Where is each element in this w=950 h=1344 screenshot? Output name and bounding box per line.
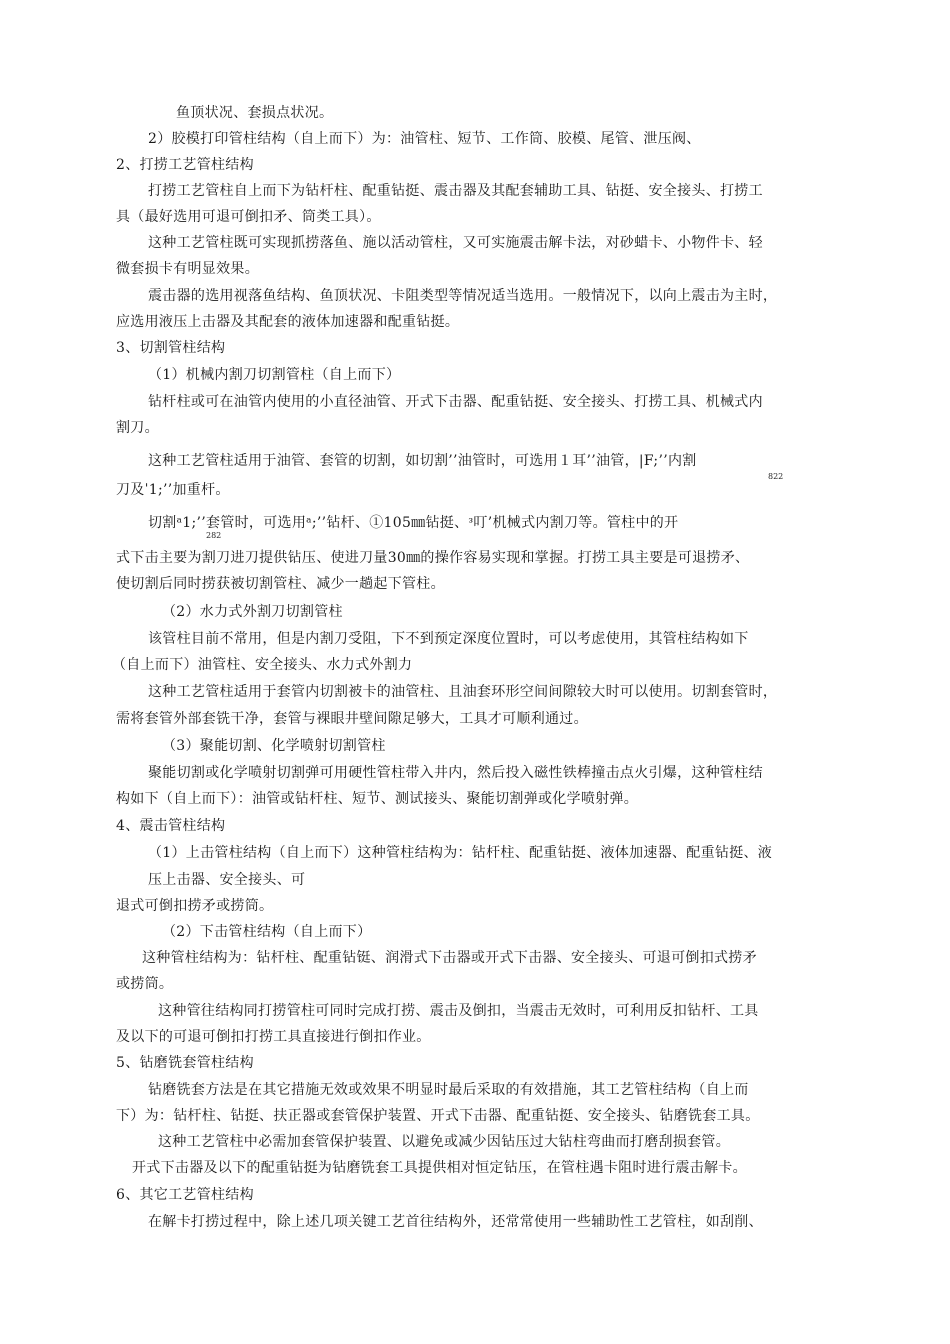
text-line: 刀及ˈ1;’’加重杆。 xyxy=(116,482,230,498)
text-line: 使切割后同时捞获被切割管柱、减少一趟起下管柱。 xyxy=(116,576,445,592)
text-line: 及以下的可退可倒扣打捞工具直接进行倒扣作业。 xyxy=(116,1029,431,1045)
text-line: 压上击器、安全接头、可 xyxy=(148,872,306,888)
text-line: 这种工艺管柱既可实现抓捞落鱼、施以活动管柱，又可实施震击解卡法，对砂蜡卡、小物件卡、轻 xyxy=(148,235,763,251)
text-line: 退式可倒扣捞矛或捞筒。 xyxy=(116,898,274,914)
text-line: 构如下（自上而下）：油管或钻杆柱、短节、测试接头、聚能切割弹或化学喷射弹。 xyxy=(116,791,639,807)
text-line: （自上而下）油管柱、安全接头、水力式外割力 xyxy=(112,657,413,673)
text-line: 鱼顶状况、套损点状况。 xyxy=(176,105,334,121)
section-heading: 6、其它工艺管柱结构 xyxy=(116,1187,254,1203)
subsection-heading: （3）聚能切割、化学喷射切割管柱 xyxy=(162,738,386,754)
text-line: 钻杆柱或可在油管内使用的小直径油管、开式下击器、配重钻挺、安全接头、打捞工具、机械式内 xyxy=(148,394,763,410)
text-line: 需将套管外部套铣干净，套管与裸眼井壁间隙足够大，工具才可顺利通过。 xyxy=(116,711,588,727)
subsection-heading: （1）机械内割刀切割管柱（自上而下） xyxy=(148,367,401,383)
text-line: 这种工艺管柱中必需加套管保护装置、以避免或减少因钻压过大钻柱弯曲而打磨刮损套管。 xyxy=(158,1134,730,1150)
text-line: 开式下击器及以下的配重钻挺为钻磨铣套工具提供相对恒定钻压，在管柱遇卡阻时进行震击解卡。 xyxy=(132,1160,747,1176)
section-heading: 5、钻磨铣套管柱结构 xyxy=(116,1055,254,1071)
text-line: 这种管柱结构为：钻杆柱、配重钻铤、润滑式下击器或开式下击器、安全接头、可退可倒扣式捞矛 xyxy=(142,950,757,966)
text-line: 或捞筒。 xyxy=(116,976,174,992)
text-line: 打捞工艺管柱自上而下为钻杆柱、配重钻挺、震击器及其配套辅助工具、钻挺、安全接头、打捞工 xyxy=(148,183,763,199)
text-line: 这种工艺管柱适用于套管内切割被卡的油管柱、且油套环形空间间隙较大时可以使用。切割套管时， xyxy=(148,684,778,700)
subscript-note: 822 xyxy=(768,472,784,481)
section-heading: 3、切割管柱结构 xyxy=(116,340,226,356)
text-line: 这种工艺管柱适用于油管、套管的切割，如切割’’油管时，可选用１耳’’油管，|F;’’内割 xyxy=(148,453,697,469)
text-line: 切割ᵃ1;’’套管时，可选用ᵃ;’’钻杆、①105㎜钻挺、ᵌ叮’机械式内割刀等。管柱中的开 xyxy=(148,515,679,531)
text-line: 下）为：钻杆柱、钻挺、扶正器或套管保护装置、开式下击器、配重钻挺、安全接头、钻磨铣套工具。 xyxy=(116,1108,760,1124)
text-line: 钻磨铣套方法是在其它措施无效或效果不明显时最后采取的有效措施，其工艺管柱结构（自上而 xyxy=(148,1082,749,1098)
text-line: 微套损卡有明显效果。 xyxy=(116,261,259,277)
text-line: 式下击主要为割刀进刀提供钻压、使进刀量30㎜的操作容易实现和掌握。打捞工具主要是可退捞矛、 xyxy=(116,550,750,566)
section-heading: 4、震击管柱结构 xyxy=(116,818,226,834)
subsection-heading: （2）水力式外割刀切割管柱 xyxy=(162,604,343,620)
text-line: 2）胶模打印管柱结构（自上而下）为：油管柱、短节、工作筒、胶模、尾管、泄压阀、 xyxy=(148,131,701,147)
text-line: （1）上击管柱结构（自上而下）这种管柱结构为：钻杆柱、配重钻挺、液体加速器、配重钻挺、液 xyxy=(148,845,773,861)
section-heading: 2、打捞工艺管柱结构 xyxy=(116,157,254,173)
text-line: 该管柱目前不常用，但是内割刀受阻，下不到预定深度位置时，可以考虑使用，其管柱结构如下 xyxy=(148,631,749,647)
subsection-heading: （2）下击管柱结构（自上而下） xyxy=(162,924,372,940)
text-line: 应选用液压上击器及其配套的液体加速器和配重钻挺。 xyxy=(116,314,460,330)
text-line: 具（最好选用可退可倒扣矛、筒类工具）。 xyxy=(116,209,381,225)
text-line: 这种管往结构同打捞管柱可同时完成打捞、震击及倒扣，当震击无效时，可利用反扣钻杆、工具 xyxy=(158,1003,759,1019)
subscript-note: 282 xyxy=(206,531,222,540)
text-line: 在解卡打捞过程中，除上述几项关键工艺首往结构外，还常常使用一些辅助性工艺管柱，如刮削、 xyxy=(148,1214,763,1230)
text-line: 震击器的选用视落鱼结构、鱼顶状况、卡阻类型等情况适当选用。一般情况下，以向上震击为主时， xyxy=(148,288,778,304)
text-line: 割刀。 xyxy=(116,420,159,436)
text-line: 聚能切割或化学喷射切割弹可用硬性管柱带入井内，然后投入磁性铁棒撞击点火引爆，这种管柱结 xyxy=(148,765,763,781)
